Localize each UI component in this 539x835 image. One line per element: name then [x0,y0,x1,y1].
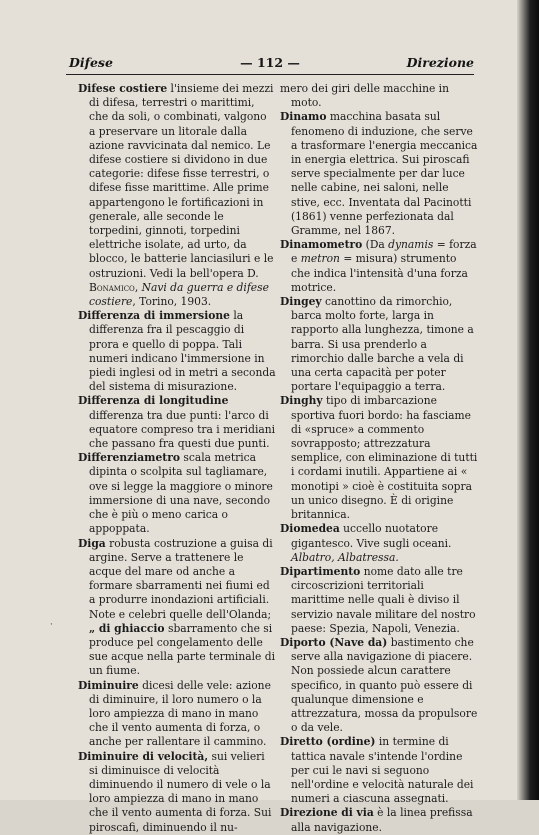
entry-text: nome dato alle tre circoscrizioni territoriali marittime nelle quali è diviso il servizio navale militare del nostro paese: Spezia, Napoli, Venezia. [291,564,476,635]
entry-headword: Diminuire di velocità, [78,749,209,763]
dictionary-entry-dingey [280,295,478,394]
dictionary-entry-diretto [280,735,478,806]
entry-headword: Diminuire [78,678,139,692]
header-rule [66,74,474,75]
entry-text: Bonamico [89,280,135,294]
header-right-word: Direzione [406,55,474,70]
dictionary-entry-diminuire-velocita [78,750,276,835]
entry-headword: Differenza di longitudine [78,394,229,408]
entry-text: = forza e [291,238,477,266]
left-column [78,82,276,835]
entry-headword: „ di ghiaccio [89,621,165,635]
dictionary-entry-dinamo [280,110,478,238]
entry-text: dynamis [388,238,434,252]
dictionary-entry-dinghy [280,394,478,522]
entry-text: bastimento che serve alla navigazione di piacere. Non possiede alcun carattere specifico, in quanto può essere di qualunque dimensione e attrezzatura, mossa da propulsore o da vele. [291,635,478,735]
dictionary-entry-direzione-via [280,806,478,834]
entry-text: , Torino, 1903. [132,295,212,309]
entry-text: (Da [362,238,389,252]
right-column [280,82,478,835]
dictionary-entry-diminuire [78,679,276,750]
header-left-word: Difese [69,55,113,70]
dictionary-entry-dipartimento [280,565,478,636]
dictionary-entry-differenziametro [78,451,276,536]
entry-headword: Direzione di via [280,806,374,820]
entry-text: differenza tra due punti: l'arco di equatore compreso tra i meridiani che passano fra questi due punti. [89,408,276,451]
entry-text: macchina basata sul fenomeno di induzione, che serve a trasformare l'energia meccanica in energia elettrica. Sui piroscafi serve specialmente per dar luce nelle cabine, nei saloni, nelle stive, ecc. Inventata dal Pacinotti (1861) venne perfezionata dal Gramme, nel 1867. [291,110,478,238]
entry-headword: Diporto (Nave da) [280,635,388,649]
page-shadow-edge [517,0,539,800]
dictionary-entry-differenza-longitudine [78,394,276,451]
entry-text: sbarramento che si produce pel congelamento delle sue acque nella parte terminale di un fiume. [89,621,275,678]
entry-headword: Differenziametro [78,451,180,465]
entry-text: = misura) strumento che indica l'intensità d'una forza motrice. [291,252,468,294]
entry-headword: Diomedea [280,522,340,536]
entry-text: robusta costruzione a guisa di argine. Serve a trattenere le acque del mare od anche a formare sbarramenti nei fiumi ed a produrre inondazioni artificiali. Note e celebri quelle dell'Olanda; [89,536,273,621]
entry-headword: Diretto (ordine) [280,735,376,749]
entry-text: l'insieme dei mezzi di difesa, terrestri o marittimi, che da soli, o combinati, valgono a preservare un litorale dalla azione ravvicinata dal nemico. Le difese costiere si dividono in due categorie: difese fisse terrestri, o difese fisse marittime. Alle prime appartengono le fortificazioni in generale, alle seconde le torpedini, ginnoti, torpedini elettriche isolate, ad urto, da blocco, le batterie lanciasiluri e le ostruzioni. Vedi la bell'opera D. [89,82,274,280]
entry-headword: Differenza di immersione [78,309,230,323]
entry-text: Albatro, Albatressa. [291,550,399,564]
dictionary-entry-diporto [280,636,478,735]
dictionary-entry-diomedea [280,522,478,565]
entry-text: in termine di tattica navale s'intende l'ordine per cui le navi si seguono nell'ordine e velocità naturale dei numeri a ciascuna assegnati. [291,735,474,806]
entry-text: canottino da rimorchio, barca molto forte, larga in rapporto alla lunghezza, timone a barra. Si usa prenderlo a rimorchio dalle barche a vela di una certa capacità per poter portare l'equipaggio a terra. [291,295,474,394]
entry-text: , [134,280,142,294]
dictionary-entry-differenza-immersione [78,309,276,394]
entry-headword: Difese costiere [78,82,168,95]
dictionary-entry-dinamometro [280,238,478,295]
entry-text: uccello nuotatore gigantesco. Vive sugli oceani. [291,522,452,550]
entry-text: è la linea prefissa alla navigazione. [291,806,473,834]
dictionary-entry-difese-costiere [78,82,276,309]
dictionary-entry-diminuire-cont [280,82,478,110]
page-number: — 112 — [240,55,300,70]
entry-text: mero dei giri delle macchine in moto. [280,82,449,110]
entry-text: tipo di imbarcazione sportiva fuori bordo: ha fasciame di «spruce» a commento sovrapposto; attrezzatura semplice, con eliminazione di tutti i cordami inutili. Appartiene ai « monotipi » cioè è costituita sopra un unico disegno. È di origine britannica. [291,394,478,522]
dictionary-entry-diga [78,537,276,679]
entry-text: metron [300,252,340,266]
entry-headword: Diga [78,536,106,550]
entry-text: la differenza fra il pescaggio di prora e quello di poppa. Tali numeri indicano l'immersione in piedi inglesi od in metri a seconda del sistema di misurazione. [89,309,276,394]
entry-text: scala metrica dipinta o scolpita sul tagliamare, ove si legge la maggiore o minore immersione di una nave, secondo che è più o meno carica o appoppata. [89,451,273,536]
entry-text: Navi da guerra e difese costiere [89,280,269,309]
entry-headword: Dipartimento [280,564,361,578]
entry-text: sui velieri si diminuisce di velocità diminuendo il numero di vele o la loro ampiezza di mano in mano che il vento aumenta di forza. Sui piroscafi, diminuendo il nu- [89,749,272,834]
entry-headword: Dinghy [280,394,323,408]
entry-headword: Dinamo [280,110,327,124]
entry-headword: Dingey [280,295,322,309]
entry-text: dicesi delle vele: azione di diminuire, il loro numero o la loro ampiezza di mano in mano che il vento aumenta di forza, o anche per rallentare il cammino. [89,678,271,749]
running-header [66,52,474,74]
entry-headword: Dinamometro [280,238,363,252]
margin-mark: · [50,620,53,630]
